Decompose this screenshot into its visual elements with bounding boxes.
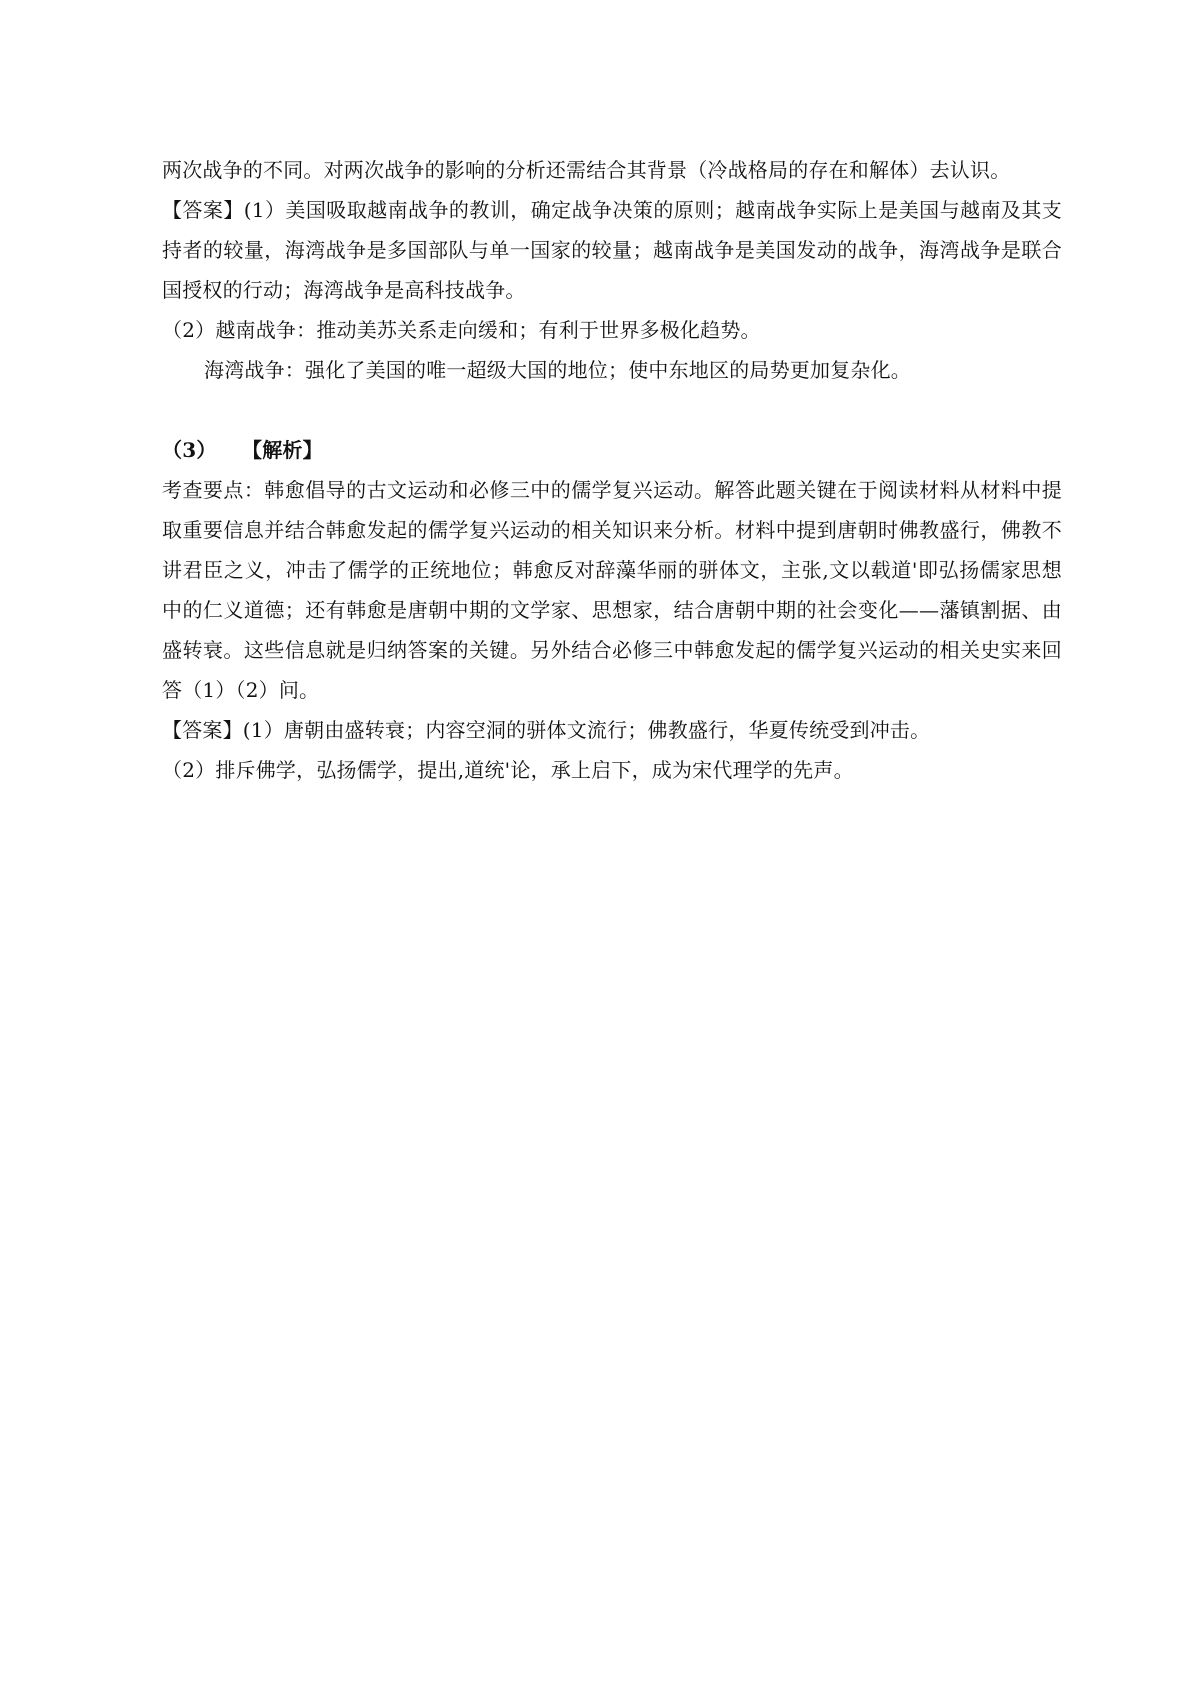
answer-paragraph-2b: 海湾战争：强化了美国的唯一超级大国的地位；使中东地区的局势更加复杂化。 — [204, 358, 911, 382]
section-3-heading — [162, 430, 1062, 470]
spacer — [162, 390, 1062, 430]
document-body — [162, 150, 1062, 790]
analysis-paragraph: 考查要点：韩愈倡导的古文运动和必修三中的儒学复兴运动。解答此题关键在于阅读材料从材料中提取重要信息并结合韩愈发起的儒学复兴运动的相关知识来分析。材料中提到唐朝时佛教盛行，佛教不讲君臣之义，冲击了儒学的正统地位；韩愈反对辞藻华丽的骈体文，主张,文以载道'即弘扬儒家思想中的仁义道德；还有韩愈是唐朝中期的文学家、思想家，结合唐朝中期的社会变化——藩镇割据、由盛转衰。这些信息就是归纳答案的关键。另外结合必修三中韩愈发起的儒学复兴运动的相关史实来回答（1）（2）问。 — [162, 478, 1062, 702]
answer-paragraph-1: 【答案】(1）美国吸取越南战争的教训，确定战争决策的原则；越南战争实际上是美国与越南及其支持者的较量，海湾战争是多国部队与单一国家的较量；越南战争是美国发动的战争，海湾战争是联合国授权的行动；海湾战争是高科技战争。 — [162, 198, 1062, 302]
section-3-answer-2: （2）排斥佛学，弘扬儒学，提出,道统'论，承上启下，成为宋代理学的先声。 — [162, 758, 854, 782]
section-3-answer-1: 【答案】(1）唐朝由盛转衰；内容空洞的骈体文流行；佛教盛行，华夏传统受到冲击。 — [162, 718, 931, 742]
section-3-title: 【解析】 — [242, 438, 323, 462]
paragraph-intro: 两次战争的不同。对两次战争的影响的分析还需结合其背景（冷战格局的存在和解体）去认识。 — [162, 158, 1011, 182]
answer-paragraph-2: （2）越南战争：推动美苏关系走向缓和；有利于世界多极化趋势。 — [162, 318, 761, 342]
section-3-number: （3） — [162, 438, 217, 462]
